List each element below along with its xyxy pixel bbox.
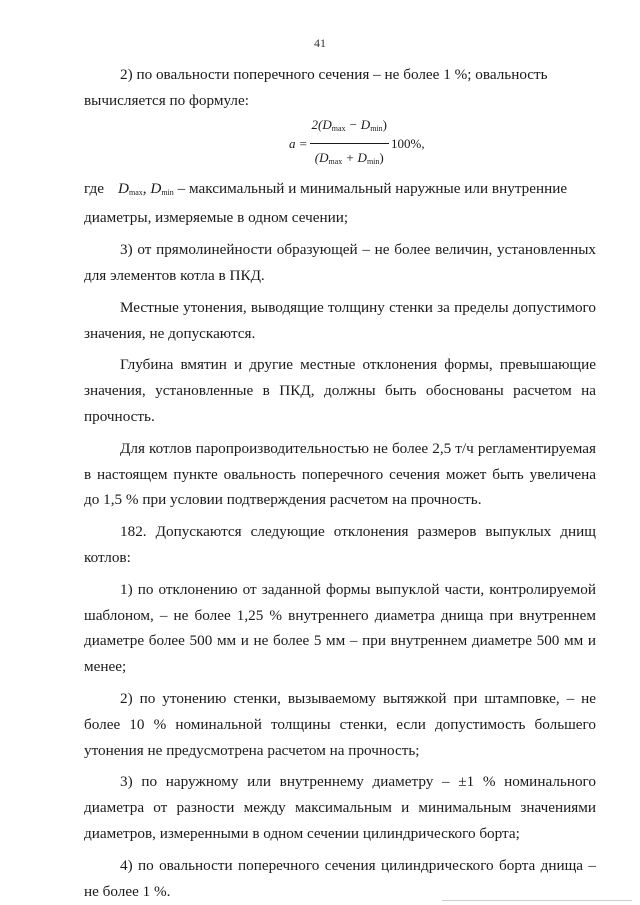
list-item-1: 1) по отклонению от заданной формы выпуклой части, контролируемой шаблоном, – не более 1,25 % внутреннего диаметра днища при внутреннем диаметре более 500 мм и не более 5 мм – при внутреннем диаметре 500 мм и менее;	[84, 580, 596, 676]
where-definition: $D_{max}$, $D_{min}$ – максимальный и минимальный наружные или внутренние	[118, 179, 568, 197]
document-body	[84, 62, 596, 904]
scan-edge-divider	[442, 900, 632, 905]
ovality-formula	[84, 118, 596, 170]
formula-lhs: a =	[289, 135, 308, 151]
formula-fraction	[310, 112, 389, 175]
formula-denominator: $(D_{max} + D_{min})$	[314, 150, 384, 167]
page-number: 41	[314, 36, 326, 50]
paragraph-dents: Глубина вмятин и другие местные отклонения формы, превышающие значения, установленные в ПКД, должны быть обоснованы расчетом на прочность.	[84, 356, 596, 425]
paragraph-local-thinning: Местные утонения, выводящие толщину стенки за пределы допустимого значения, не допускаются.	[84, 298, 596, 342]
list-item-4: 4) по овальности поперечного сечения цилиндрического борта днища – не более 1 %.	[84, 856, 596, 900]
list-item-3: 3) по наружному или внутреннему диаметру – ±1 % номинального диаметра от разности между максимальным и минимальным значениями диаметров, измеренными в одном сечении цилиндрического борта;	[84, 773, 596, 842]
paragraph-boiler-capacity: Для котлов паропроизводительностью не более 2,5 т/ч регламентируемая в настоящем пункте овальность поперечного сечения может быть увеличена до 1,5 % при условии подтверждения расчетом на прочность.	[84, 439, 596, 509]
paragraph-ovality-line2: вычисляется по формуле:	[84, 91, 249, 109]
formula-where-line	[84, 176, 596, 206]
paragraph-182: 182. Допускаются следующие отклонения размеров выпуклых днищ котлов:	[84, 523, 596, 566]
formula-numerator: $2(D_{max} - D_{min})$	[310, 112, 389, 144]
paragraph-ovality-line1: 2) по овальности поперечного сечения – не более 1 %; овальность	[120, 66, 548, 83]
where-keyword: где	[84, 179, 104, 197]
paragraph-straightness: 3) от прямолинейности образующей – не более величин, установленных для элементов котла в ПКД.	[84, 241, 596, 284]
formula-suffix: 100%,	[391, 135, 425, 151]
list-item-2: 2) по утонению стенки, вызываемому вытяжкой при штамповке, – не более 10 % номинальной толщины стенки, если допустимость большего утонения не предусмотрена расчетом на прочность;	[84, 689, 596, 759]
where-line2: диаметры, измеряемые в одном сечении;	[84, 209, 349, 227]
